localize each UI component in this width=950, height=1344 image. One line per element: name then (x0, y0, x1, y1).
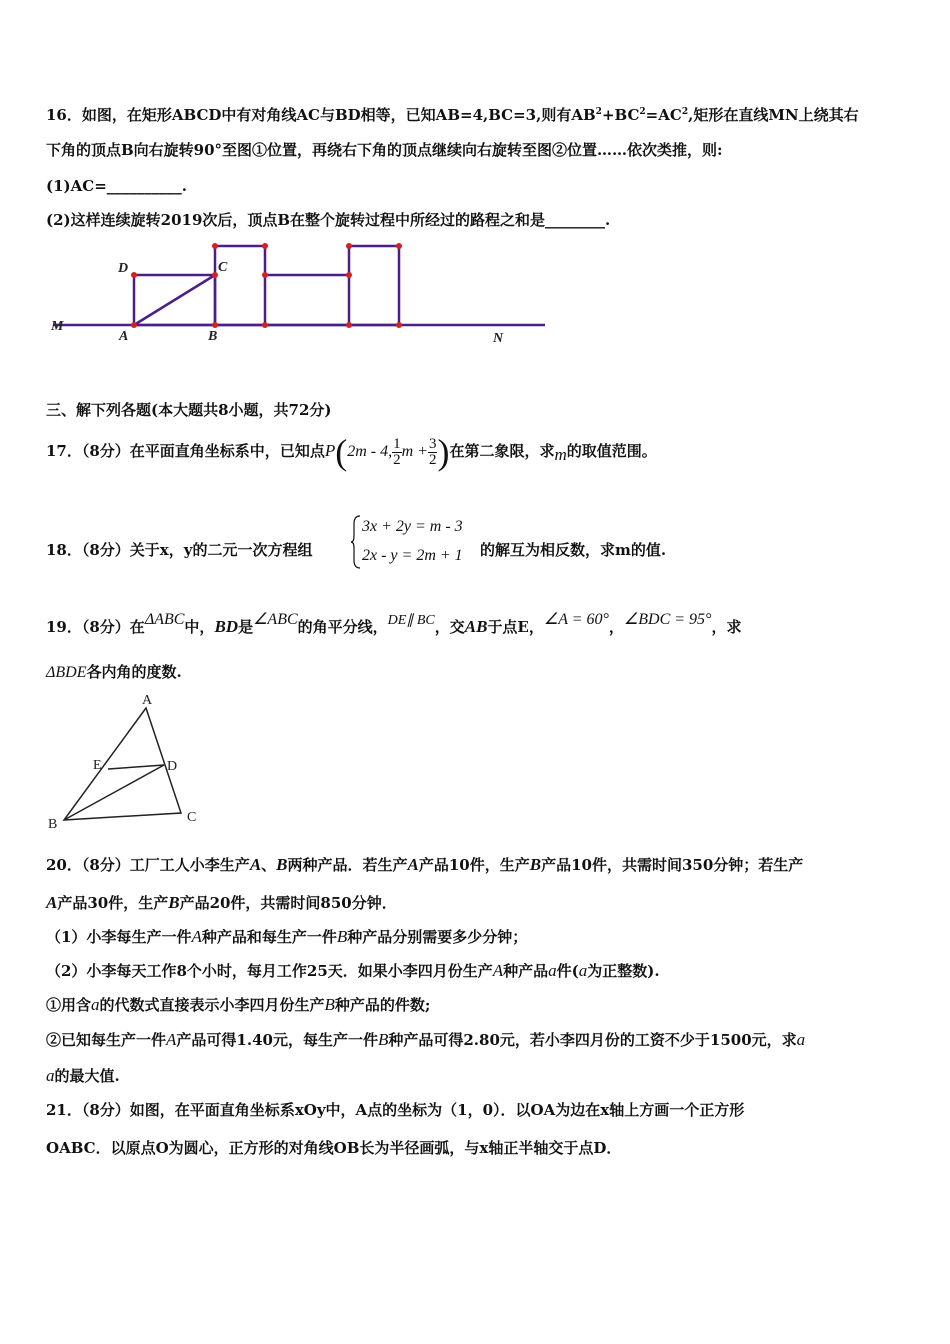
q19-line2: ΔBDE各内角的度数. (46, 663, 182, 681)
q16-line1: 16．如图，在矩形ABCD中有对角线AC与BD相等，已知AB=4,BC=3,则有$AB^2+BC^2=AC^2$,矩形在直线MN上绕其右 (46, 106, 859, 124)
system-brace (350, 514, 362, 570)
segment-de (108, 765, 164, 769)
label-a: A (119, 329, 129, 344)
q16-part2: (2)这样连续旋转2019次后，顶点B在整个旋转过程中所经过的路程之和是________. (46, 211, 611, 229)
q20-part2: （2）小李每天工作8个小时，每月工作25天．如果小李四月份生产A种产品a件(a为正整数). (46, 961, 660, 980)
label-d: D (118, 261, 129, 276)
label-b: B (48, 817, 58, 832)
label-c: C (218, 260, 228, 275)
q21-line2: OABC．以原点O为圆心，正方形的对角线OB长为半径画弧，与x轴正半轴交于点D． (46, 1139, 622, 1157)
q20-part2-2-end: a的最大值. (46, 1066, 120, 1085)
q18-suffix: 的解互为相反数，求m的值. (480, 541, 667, 559)
label-d: D (167, 759, 178, 774)
section-heading: 三、解下列各题(本大题共8小题，共72分) (46, 401, 332, 419)
q21-line1: 21．（8分）如图，在平面直角坐标系xOy中，A点的坐标为（1，0）．以OA为边在x轴上方画一个正方形 (46, 1101, 745, 1119)
rectangle-position-3 (349, 246, 399, 325)
point-a (131, 322, 137, 328)
equation-1: 3x + 2y = m - 3 (362, 518, 463, 535)
label-n: N (493, 331, 504, 346)
segment-bd (64, 765, 164, 820)
q20-part2-1: ①用含a的代数式直接表示小李四月份生产B种产品的件数; (46, 995, 431, 1014)
diagonal-ac (134, 275, 215, 325)
point-b (212, 322, 218, 328)
q20-part2-2: ②已知每生产一件A产品可得1.40元，每生产一件B种产品可得2.80元，若小李四月份的工资不少于1500元，求a (46, 1030, 806, 1049)
label-b: B (208, 329, 218, 344)
fraction-one-half: $\frac{1}{2}$ (393, 435, 401, 468)
q20-line1: 20．（8分）工厂工人小李生产A、B两种产品．若生产A产品10件，生产B产品10件，共需时间350分钟；若生产 (46, 855, 804, 874)
point-d (131, 272, 137, 278)
q19-line1: 19．（8分）在ΔABC中，BD是∠ABC的角平分线，DE∥ BC，交AB于点E，∠A = 60°，∠BDC = 95°，求 (46, 611, 742, 636)
rotation-figure (45, 238, 555, 348)
rectangle-position-1 (215, 246, 265, 325)
triangle-figure (40, 692, 210, 832)
triangle-abc (64, 708, 181, 820)
label-a: A (142, 693, 153, 708)
q20-line2: A产品30件，生产B产品20件，共需时间850分钟． (46, 893, 397, 912)
q17: 17．（8分）在平面直角坐标系中，已知点P(2m - 4, $\frac{1}{2}$ m + $\frac{3}{2}$ )在第二象限，求m的取值范围。 (46, 432, 657, 472)
label-e: E (93, 758, 102, 773)
fraction-three-halves: $\frac{3}{2}$ (428, 435, 437, 468)
q16-part1: (1)AC=__________. (46, 177, 187, 195)
q18-prefix: 18．（8分）关于x，y的二元一次方程组 (46, 541, 313, 559)
q16-line2: 下角的顶点B向右旋转90°至图①位置，再绕右下角的顶点继续向右旋转至图②位置……依次类推，则: (46, 141, 723, 159)
label-m: M (51, 319, 64, 334)
label-c: C (187, 810, 197, 825)
q20-part1: （1）小李每生产一件A种产品和每生产一件B种产品分别需要多少分钟； (46, 927, 528, 946)
equation-2: 2x - y = 2m + 1 (362, 547, 463, 564)
